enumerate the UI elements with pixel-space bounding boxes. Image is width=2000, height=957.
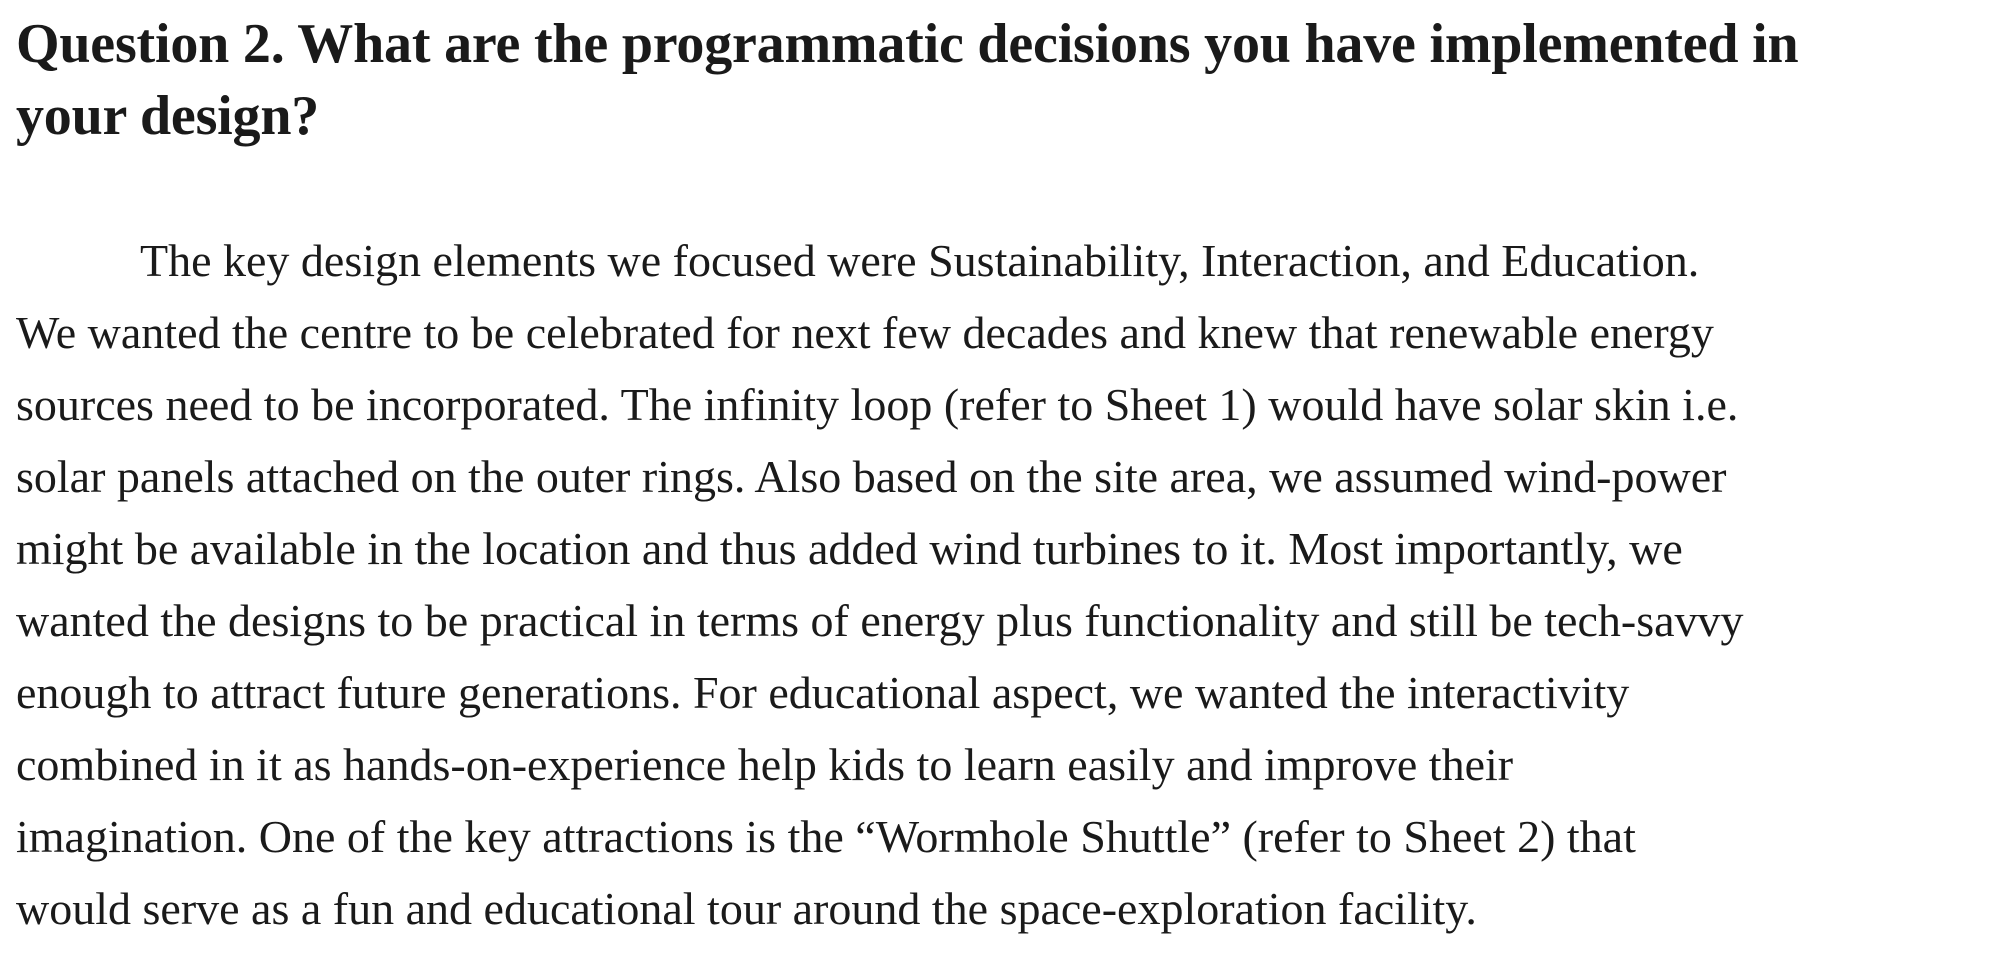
answer-paragraph (16, 225, 1996, 945)
question-heading-line-2: your design? (16, 85, 320, 147)
answer-line: We wanted the centre to be celebrated for next few decades and knew that renewable energy (16, 307, 1714, 358)
question-heading (16, 8, 1996, 152)
question-heading-line-1: Question 2. What are the programmatic decisions you have implemented in (16, 13, 1799, 75)
answer-line: sources need to be incorporated. The infinity loop (refer to Sheet 1) would have solar skin i.e. (16, 379, 1739, 430)
answer-line: imagination. One of the key attractions is the “Wormhole Shuttle” (refer to Sheet 2) that (16, 811, 1636, 862)
answer-line: combined in it as hands-on-experience help kids to learn easily and improve their (16, 739, 1514, 790)
answer-line: enough to attract future generations. For educational aspect, we wanted the interactivity (16, 667, 1630, 718)
answer-line: would serve as a fun and educational tour around the space-exploration facility. (16, 883, 1477, 934)
answer-line: The key design elements we focused were Sustainability, Interaction, and Education. (140, 235, 1700, 286)
answer-line: wanted the designs to be practical in terms of energy plus functionality and still be tech-savvy (16, 595, 1744, 646)
answer-line: might be available in the location and thus added wind turbines to it. Most importantly, we (16, 523, 1683, 574)
answer-line: solar panels attached on the outer rings. Also based on the site area, we assumed wind-power (16, 451, 1727, 502)
